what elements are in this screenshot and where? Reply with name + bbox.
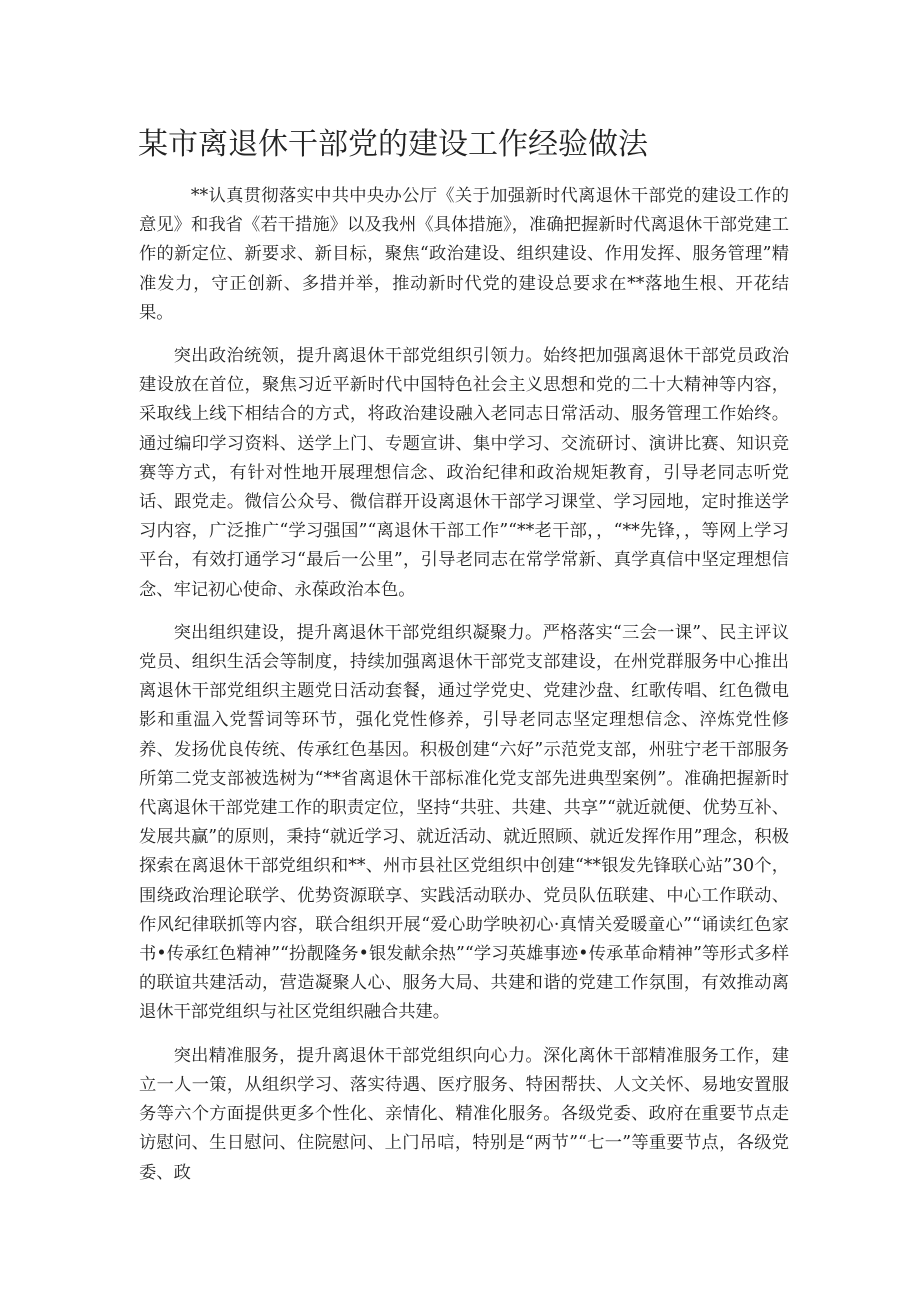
document-body bbox=[139, 182, 789, 1188]
paragraph-organization-building: 突出组织建设，提升离退休干部党组织凝聚力。严格落实“三会一课”、民主评议党员、组织生活会等制度，持续加强离退休干部党支部建设，在州党群服务中心推出离退休干部党组织主题党日活动套餐，通过学党史、党建沙盘、红歌传唱、红色微电影和重温入党誓词等环节，强化党性修养，引导老同志坚定理想信念、淬炼党性修养、发扬优良传统、传承红色基因。积极创建“六好”示范党支部，州驻宁老干部服务所第二党支部被选树为“**省离退休干部标准化党支部先进典型案例”。准确把握新时代离退休干部党建工作的职责定位，坚持“共驻、共建、共享”“就近就便、优势互补、发展共赢”的原则，秉持“就近学习、就近活动、就近照顾、就近发挥作用”理念，积极探索在离退休干部党组织和**、州市县社区党组织中创建“**银发先锋联心站”30个，围绕政治理论联学、优势资源联享、实践活动联办、党员队伍联建、中心工作联动、作风纪律联抓等内容，联合组织开展“爱心助学映初心·真情关爱暖童心”“诵读红色家书•传承红色精神”“扮靓隆务•银发献余热”“学习英雄事迹•传承革命精神”等形式多样的联谊共建活动，营造凝聚人心、服务大局、共建和谐的党建工作氛围，有效推动离退休干部党组织与社区党组织融合共建。 bbox=[139, 622, 789, 1023]
document-title: 某市离退休干部党的建设工作经验做法 bbox=[138, 127, 648, 162]
paragraph-political-leadership: 突出政治统领，提升离退休干部党组织引领力。始终把加强离退休干部党员政治建设放在首位，聚焦习近平新时代中国特色社会主义思想和党的二十大精神等内容，采取线上线下相结合的方式，将政治建设融入老同志日常活动、服务管理工作始终。通过编印学习资料、送学上门、专题宣讲、集中学习、交流研讨、演讲比赛、知识竞赛等方式，有针对性地开展理想信念、政治纪律和政治规矩教育，引导老同志听党话、跟党走。微信公众号、微信群开设离退休干部学习课堂、学习园地，定时推送学习内容，广泛推广“学习强国”“离退休干部工作”“**老干部，，“**先锋，，等网上学习平台，有效打通学习“最后一公里”，引导老同志在常学常新、真学真信中坚定理想信念、牢记初心使命、永葆政治本色。 bbox=[139, 346, 789, 600]
paragraph-precise-service: 突出精准服务，提升离退休干部党组织向心力。深化离休干部精准服务工作，建立一人一策，从组织学习、落实待遇、医疗服务、特困帮扶、人文关怀、易地安置服务等六个方面提供更多个性化、亲情化、精准化服务。各级党委、政府在重要节点走访慰问、生日慰问、住院慰问、上门吊唁，特别是“两节”“七一”等重要节点，各级党委、政 bbox=[139, 1045, 789, 1183]
paragraph-intro: **认真贯彻落实中共中央办公厅《关于加强新时代离退休干部党的建设工作的意见》和我省《若干措施》以及我州《具体措施》，准确把握新时代离退休干部党建工作的新定位、新要求、新目标，聚焦“政治建设、组织建设、作用发挥、服务管理”精准发力，守正创新、多措并举，推动新时代党的建设总要求在**落地生根、开花结果。 bbox=[139, 186, 789, 323]
